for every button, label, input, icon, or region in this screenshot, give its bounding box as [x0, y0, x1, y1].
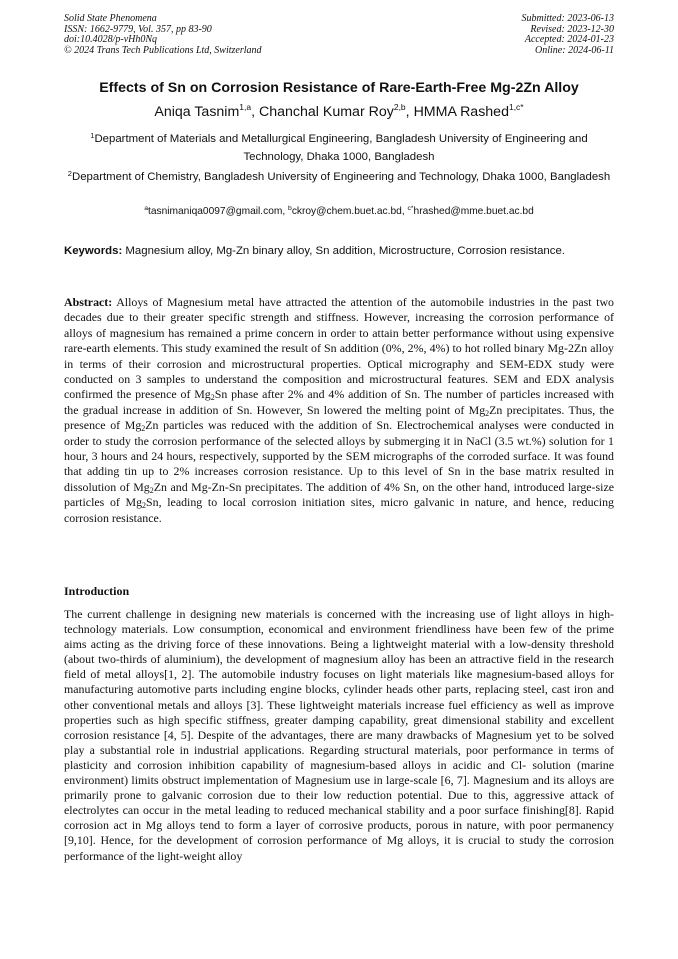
introduction-heading: Introduction [64, 584, 130, 598]
subscript: 2 [485, 408, 490, 418]
introduction-text: The current challenge in designing new materials is concerned with the increasing use of light alloys in high-technology materials. Low consumption, economical and environment friendliness have been few of the prime aims acting as the driving force of these innovations. Being a lightweight material with a low-density threshold (about two-thirds of aluminium), the development of magnesium alloy has been an attractive field in the research field of metal alloys[1, 2]. The automobile industry focuses on light materials like magnesium-based alloys for manufacturing automotive parts including engine blocks, cylinder heads other parts, replacing steel, cast iron and other conventional metals and alloys [3]. These lightweight materials increase fuel efficiency as well as improve properties such as high specific stiffness, greater damping capability, great dimensional stability and excellent corrosion resistance [4, 5]. Despite of the advantages, there are many drawbacks of Magnesium yet to be solved play a substantial role in industrial applications. Regarding structural materials, poor performance in terms of plasticity and corrosion inhibition capability of magnesium-based alloys in acidic and Cl- solution (marine environment) limits obstruct implementation of Magnesium use in large-scale [6, 7]. Magnesium and its alloys are primarily prone to galvanic corrosion due to their low reduction potential. Due to this, aggressive attack of electrolytes can occur in the metal leading to reduced mechanical stability and a poor surface finishing[8]. Rapid corrosion act in Mg alloys tend to form a layer of corrosive products, porous in nature, with poor permanency [9,10]. Hence, for the development of corrosion performance of Mg alloys, it is crucial to study the corrosion performance of the light-weight alloy [64, 607, 614, 863]
affiliation-2 [60, 169, 618, 187]
abstract-text: Sn phase after 2% and 4% addition of Sn. The number of particles increased with the gradual increase in addition of Sn. However, Sn lowered the melting point of Mg [64, 387, 615, 417]
email-list [0, 206, 678, 217]
affiliation-superscript: 2 [67, 169, 72, 178]
paper-title: Effects of Sn on Corrosion Resistance of Rare-Earth-Free Mg-2Zn Alloy [99, 80, 579, 96]
subscript: 2 [210, 393, 215, 403]
affiliation-text: Department of Chemistry, Bangladesh University of Engineering and Technology, Dhaka 1000, Bangladesh [71, 171, 611, 183]
subscript: 2 [149, 485, 154, 495]
email-superscript: c* [407, 205, 414, 212]
email-link[interactable]: hrashed@mme.buet.ac.bd [413, 206, 534, 217]
accepted-date: Accepted: 2024-01-23 [524, 34, 614, 46]
abstract-text: Zn particles was reduced with the addition of Sn. Electrochemical analyses were conducted in order to study the corrosion performance of the selected alloys by submerging it in NaCl (3.5 wt.%) solution for 1 hour, 3 hours and 24 hours, respectively, supported by the SEM micrographs of the corroded surface. It was found that adding tin up to 2% increases corrosion resistance. Up to this level of Sn in the base matrix resulted in dissolution of Mg [64, 418, 614, 494]
keywords-section [64, 242, 614, 260]
submitted-date: Submitted: 2023-06-13 [521, 13, 614, 24]
subscript: 2 [141, 424, 146, 434]
online-date: Online: 2024-06-11 [535, 44, 614, 56]
affiliation-1 [60, 131, 618, 166]
author-separator: , [251, 104, 259, 120]
author-name: Aniqa Tasnim [154, 104, 240, 120]
abstract-text: Zn precipitates. Thus, the presence of Mg [64, 402, 615, 433]
email-link[interactable]: ckroy@chem.buet.ac.bd [291, 206, 402, 217]
author-name: HMMA Rashed [413, 104, 509, 120]
keywords-label: Keywords: [64, 245, 123, 257]
author-superscript: 2,b [393, 102, 406, 112]
author-superscript: 1,c* [508, 102, 524, 112]
author-superscript: 1,a [239, 102, 252, 112]
abstract-section [64, 295, 614, 526]
abstract-text: Alloys of Magnesium metal have attracted the attention of the automobile industries in the past two decades due to their greater specific strength and stiffness. However, increasing the corrosion performance of alloys of magnesium has remained a prime concern in order to attain better performance without using expensive rare-earth elements. This study examined the result of Sn addition (0%, 2%, 4%) to hot rolled binary Mg-2Zn alloy in terms of their corrosion and microstructural properties. Optical micrography and SEM-EDX study were conducted on 3 samples to understand the composition and microstructural features. SEM and EDX analysis confirmed the presence of Mg [64, 295, 614, 402]
abstract-text: Zn and Mg-Zn-Sn precipitates. The addition of 4% Sn, on the other hand, introduced large-size particles of Mg [64, 479, 614, 510]
affiliation-text: Department of Materials and Metallurgical Engineering, Bangladesh University of Engineering and Technology, Dhaka 1000, Bangladesh [94, 133, 588, 163]
affiliation-superscript: 1 [90, 131, 95, 140]
email-superscript: b [288, 205, 292, 212]
revised-date: Revised: 2023-12-30 [530, 23, 614, 35]
keywords-text: Magnesium alloy, Mg-Zn binary alloy, Sn addition, Microstructure, Corrosion resistance. [125, 245, 565, 257]
email-link[interactable]: tasnimaniqa0097@gmail.com [148, 206, 283, 217]
author-list [0, 104, 678, 120]
email-superscript: a [144, 205, 148, 212]
email-separator: , [401, 206, 408, 217]
subscript: 2 [142, 501, 147, 511]
doi: doi:10.4028/p-vHh0Nq [64, 34, 158, 46]
author-name: Chanchal Kumar Roy [259, 104, 394, 120]
abstract-text: Sn, leading to local corrosion initiation sites, micro galvanic in nature, and hence, reducing corrosion resistance. [64, 495, 614, 525]
journal-info [64, 14, 262, 56]
abstract-label: Abstract: [64, 295, 113, 309]
journal-name: Solid State Phenomena [64, 13, 157, 24]
copyright: © 2024 Trans Tech Publications Ltd, Switzerland [64, 44, 262, 56]
author-separator: , [405, 104, 414, 120]
email-separator: , [282, 206, 289, 217]
date-info [522, 14, 615, 56]
issn: ISSN: 1662-9779, Vol. 357, pp 83-90 [64, 23, 212, 35]
